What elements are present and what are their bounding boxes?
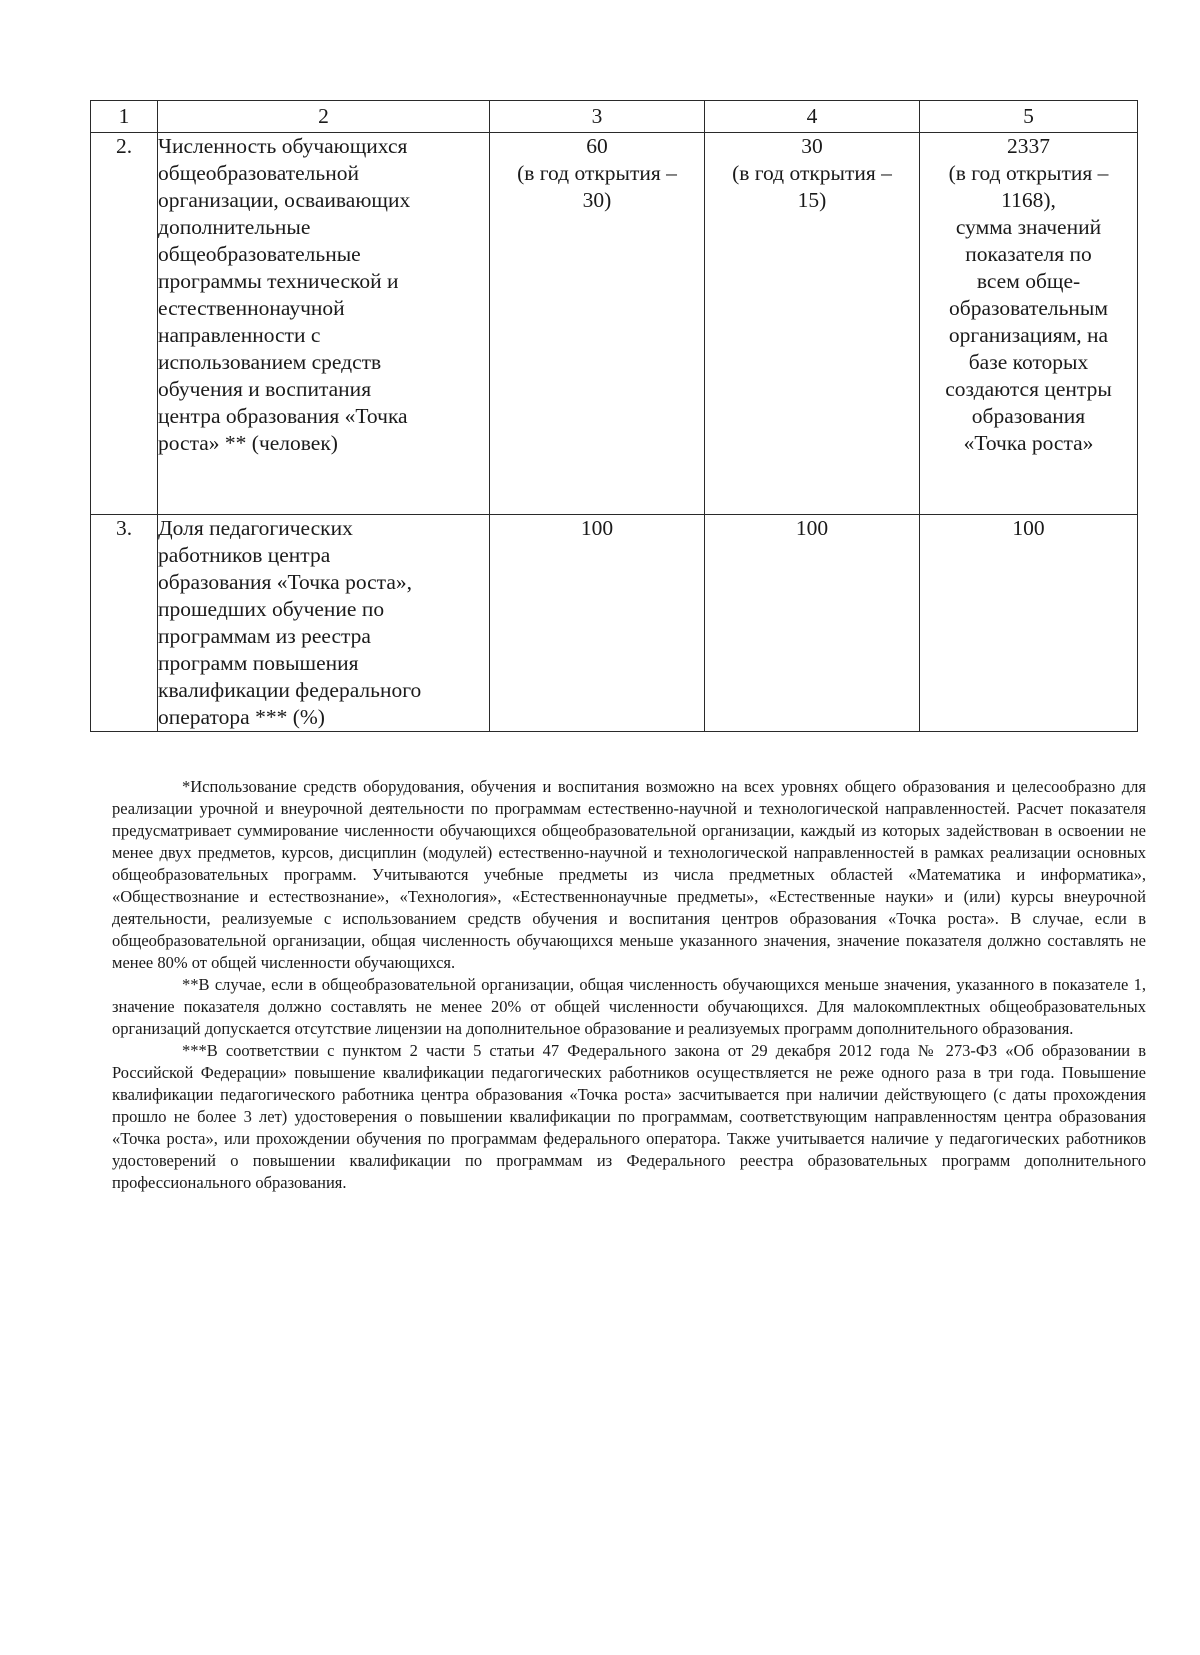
- header-cell: 3: [490, 101, 705, 133]
- row-number: 3.: [91, 515, 158, 732]
- value-col4: 100: [705, 515, 920, 732]
- value-col3: 100: [490, 515, 705, 732]
- indicator-description: Численность обучающихся общеобразовательной организации, осваивающих дополнительные общеобразовательные программы технической и естественнонаучной направленности с использованием средств обучения и воспитания центра образования «Точка роста» ** (человек): [158, 133, 490, 515]
- header-cell: 5: [920, 101, 1138, 133]
- table-row: [91, 133, 1138, 515]
- table-header-row: [91, 101, 1138, 133]
- footnotes: [112, 776, 1146, 1194]
- table-row: [91, 515, 1138, 732]
- header-cell: 1: [91, 101, 158, 133]
- value-col4: 30 (в год открытия – 15): [705, 133, 920, 515]
- footnote-double-star: **В случае, если в общеобразовательной организации, общая численность обучающихся меньше значения, указанного в показателе 1, значение показателя должно составлять не менее 20% от общей численности обучающихся. Для малокомплектных общеобразовательных организаций допускается отсутствие лицензии на дополнительное образование и реализуемых программ дополнительного образования.: [112, 975, 1146, 1038]
- header-cell: 4: [705, 101, 920, 133]
- footnote-triple-star: ***В соответствии с пунктом 2 части 5 статьи 47 Федерального закона от 29 декабря 2012 года № 273-ФЗ «Об образовании в Российской Федерации» повышение квалификации педагогических работников осуществляется не реже одного раза в три года. Повышение квалификации педагогического работника центра образования «Точка роста» засчитывается при наличии действующего (с даты прохождения прошло не более 3 лет) удостоверения о повышении квалификации по программам, соответствующим направленностям центра образования «Точка роста», или прохождении обучения по программам федерального оператора. Также учитывается наличие у педагогических работников удостоверений о повышении квалификации по программам из Федерального реестра образовательных программ дополнительного профессионального образования.: [112, 1041, 1146, 1192]
- footnote-single-star: *Использование средств оборудования, обучения и воспитания возможно на всех уровнях общего образования и целесообразно для реализации урочной и внеурочной деятельности по программам естественно-научной и технологической направленностей. Расчет показателя предусматривает суммирование численности обучающихся общеобразовательной организации, каждый из которых задействован в освоении не менее двух предметов, курсов, дисциплин (модулей) естественно-научной и технологической направленностей в рамках реализации основных общеобразовательных программ. Учитываются учебные предметы из числа предметных областей «Математика и информатика», «Обществознание и естествознание», «Технология», «Естественнонаучные предметы», «Естественные науки» и (или) курсы внеурочной деятельности, реализуемые с использованием средств обучения и воспитания центров образования «Точка роста». В случае, если в общеобразовательной организации, общая численность обучающихся меньше указанного значения, значение показателя должно составлять не менее 80% от общей численности обучающихся.: [112, 777, 1146, 972]
- indicator-description: Доля педагогических работников центра образования «Точка роста», прошедших обучение по программам из реестра программ повышения квалификации федерального оператора *** (%): [158, 515, 490, 732]
- value-col5: 100: [920, 515, 1138, 732]
- value-col5: 2337 (в год открытия – 1168), сумма значений показателя по всем обще- образовательным организациям, на базе которых создаются центры образования «Точка роста»: [920, 133, 1138, 515]
- value-col3: 60 (в год открытия – 30): [490, 133, 705, 515]
- row-number: 2.: [91, 133, 158, 515]
- indicators-table: [90, 100, 1138, 732]
- header-cell: 2: [158, 101, 490, 133]
